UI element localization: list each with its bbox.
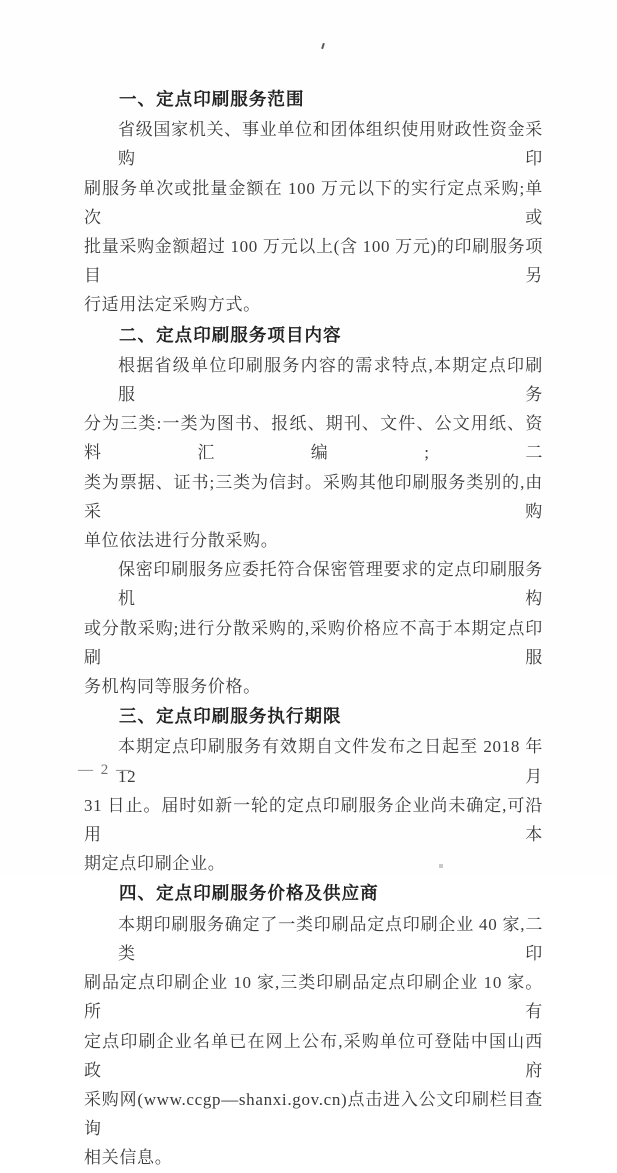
paragraph — [84, 351, 543, 555]
scan-speck — [321, 43, 325, 49]
text-line: 刷服务单次或批量金额在 100 万元以下的实行定点采购;单次或 — [84, 178, 543, 227]
document-body — [84, 84, 543, 1173]
text-line: 单位依法进行分散采购。 — [84, 531, 279, 551]
section-heading: 三、定点印刷服务执行期限 — [119, 706, 342, 727]
section-heading: 一、定点印刷服务范围 — [119, 89, 305, 109]
paragraph — [84, 115, 543, 319]
text-line: 根据省级单位印刷服务内容的需求特点,本期定点印刷服务 — [118, 355, 543, 405]
text-line: 保密印刷服务应委托符合保密管理要求的定点印刷服务机构 — [118, 560, 543, 609]
text-line: 或分散采购;进行分散采购的,采购价格应不高于本期定点印刷服 — [84, 618, 543, 667]
text-line: 刷品定点印刷企业 10 家,三类印刷品定点印刷企业 10 家。所有 — [84, 973, 543, 1022]
text-line: 采购网(www.ccgp—shanxi.gov.cn)点击进入公文印刷栏目查询 — [84, 1089, 543, 1139]
text-line: 本期定点印刷服务有效期自文件发布之日起至 2018 年 12 月 — [118, 737, 543, 786]
section-heading: 四、定点印刷服务价格及供应商 — [119, 883, 379, 904]
text-line: 分为三类:一类为图书、报纸、期刊、文件、公文用纸、资料汇编;二 — [84, 414, 543, 463]
text-line: 省级国家机关、事业单位和团体组织使用财政性资金采购印 — [118, 120, 543, 169]
text-line: 批量采购金额超过 100 万元以上(含 100 万元)的印刷服务项目另 — [84, 237, 543, 286]
paragraph — [84, 732, 543, 878]
text-line: 期定点印刷企业。 — [84, 854, 226, 874]
text-line: 行适用法定采购方式。 — [84, 295, 261, 315]
text-line: 31 日止。届时如新一轮的定点印刷服务企业尚未确定,可沿用本 — [84, 795, 543, 845]
text-line: 定点印刷企业名单已在网上公布,采购单位可登陆中国山西政府 — [84, 1031, 543, 1080]
paragraph — [84, 910, 543, 1173]
text-line: 相关信息。 — [84, 1148, 173, 1168]
section-heading: 二、定点印刷服务项目内容 — [119, 324, 342, 345]
paragraph — [84, 555, 543, 701]
page-number: — 2 — — [78, 762, 133, 778]
text-line: 本期印刷服务确定了一类印刷品定点印刷企业 40 家,二类印 — [118, 914, 543, 963]
text-line: 务机构同等服务价格。 — [84, 677, 261, 697]
text-line: 类为票据、证书;三类为信封。采购其他印刷服务类别的,由采购 — [84, 472, 543, 521]
